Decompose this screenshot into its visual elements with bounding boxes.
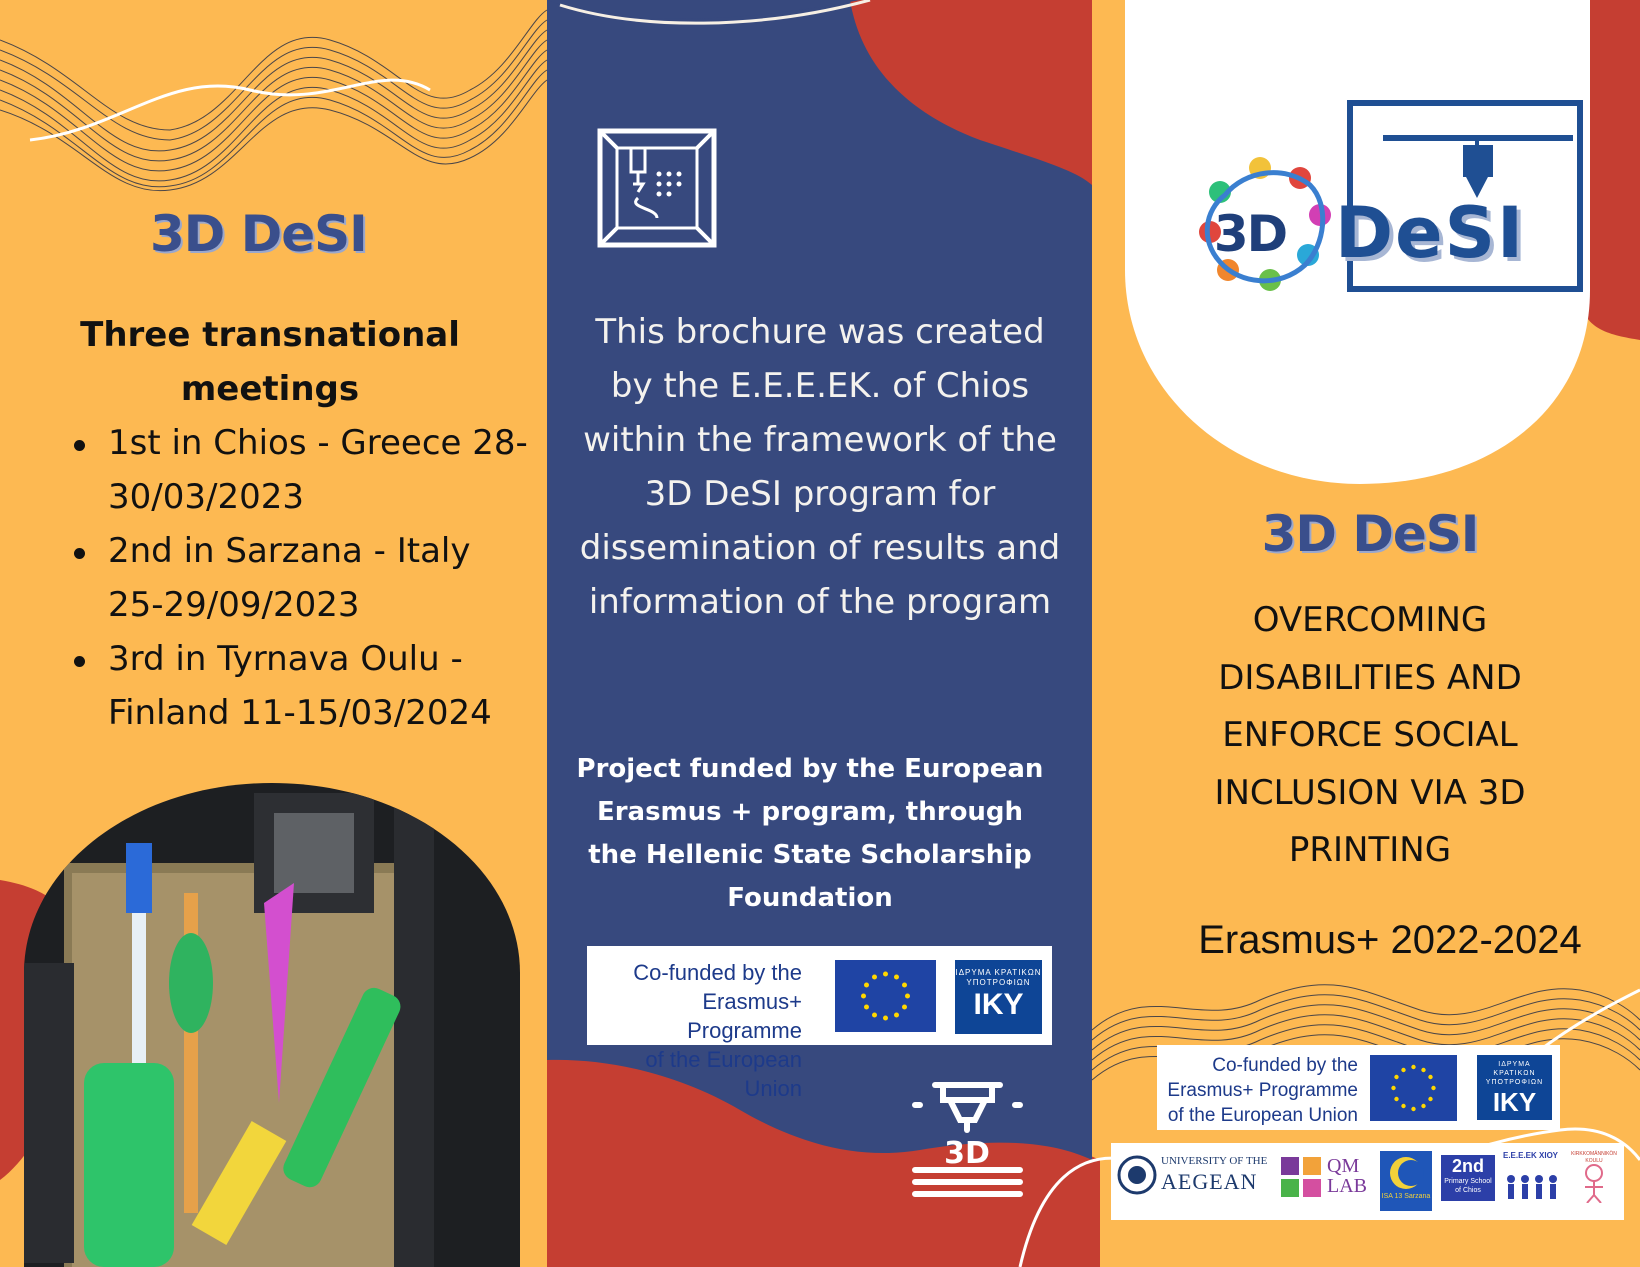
isa-logo (1380, 1151, 1432, 1211)
meetings-heading: Three transnational meetings (80, 315, 460, 409)
cofund-line: Erasmus+ Programme (1167, 1080, 1358, 1101)
cofund-line: Erasmus+ Programme (687, 989, 802, 1043)
qmlab-logo (1281, 1151, 1376, 1211)
eu-flag-icon (1370, 1055, 1457, 1121)
qmlab-puzzle-icon (1281, 1157, 1321, 1197)
aegean-logo (1117, 1151, 1267, 1211)
erasmus-years: Erasmus+ 2022-2024 (1198, 918, 1582, 962)
project-subtitle: OVERCOMING DISABILITIES AND ENFORCE SOCIAL INCLUSION VIA 3D PRINTING (1214, 600, 1526, 870)
iky-logo (1477, 1055, 1552, 1120)
meeting-item: 3rd in Tyrnava Oulu - Finland 11-15/03/2024 (66, 632, 536, 740)
primary-school-logo (1441, 1155, 1495, 1201)
aegean-top: UNIVERSITY OF THE (1161, 1155, 1268, 1167)
svg-text:3D: 3D (944, 1136, 990, 1171)
iky-small-text: ΙΔΡΥΜΑ ΚΡΑΤΙΚΩΝ ΥΠΟΤΡΟΦΙΩΝ (1485, 1061, 1544, 1086)
brochure-text: This brochure was created by the E.E.E.EK. of Chios within the framework of the 3D DeSI program for dissemination of results and information of the program (579, 312, 1061, 622)
meeting-item: 2nd in Sarzana - Italy 25-29/09/2023 (66, 524, 536, 632)
primary-small: Primary School of Chios (1444, 1178, 1492, 1194)
logo-3d-text: 3D (1213, 205, 1287, 263)
cofund-line: Co-funded by the (633, 960, 802, 985)
cofund-line: of the European Union (645, 1047, 802, 1101)
3d-printer-icon (905, 1075, 1030, 1205)
meeting-item: 1st in Chios - Greece 28-30/03/2023 (66, 416, 536, 524)
iky-small-text: ΙΔΡΥΜΑ ΚΡΑΤΙΚΩΝ ΥΠΟΤΡΟΦΙΩΝ (955, 968, 1042, 987)
cofund-text (595, 958, 802, 1103)
cofund-line: of the European Union (1167, 1105, 1358, 1126)
child-drawing-icon (1577, 1163, 1611, 1203)
aegean-emblem-icon (1117, 1155, 1157, 1195)
eu-flag-icon (835, 960, 936, 1032)
people-icon (1503, 1173, 1561, 1201)
cofund-line: Co-funded by the (1212, 1055, 1358, 1076)
printer-icon (597, 128, 717, 248)
iky-text: IKY (973, 988, 1024, 1021)
qmlab-bottom: LAB (1327, 1175, 1367, 1197)
erasmus-cofund-logo (587, 946, 1052, 1101)
primary-big: 2nd (1451, 1156, 1484, 1176)
isa-emblem-icon (1384, 1153, 1428, 1193)
partner-logos (1111, 1143, 1624, 1220)
printer-photo (24, 783, 520, 1267)
oulu-school-logo (1567, 1151, 1621, 1211)
meetings-list (66, 416, 536, 740)
aegean-bottom: AEGEAN (1161, 1169, 1258, 1194)
oulu-text: KIRKKOMÄNNIKÖN KOULU (1571, 1151, 1617, 1164)
erasmus-cofund-logo (1157, 1045, 1560, 1130)
qmlab-top: QM (1327, 1155, 1360, 1177)
eeeek-text: Ε.Ε.Ε.ΕΚ ΧΙΟΥ (1503, 1151, 1558, 1160)
funded-text: Project funded by the European Erasmus + program, through the Hellenic State Scholarship Foundation (576, 754, 1044, 913)
isa-text: ISA 13 Sarzana (1381, 1193, 1431, 1200)
logo-desi-text: DeSI (1335, 192, 1526, 274)
right-title: 3D DeSI (1261, 505, 1479, 563)
iky-logo (955, 960, 1042, 1034)
iky-text: IKY (1492, 1087, 1537, 1117)
eeeek-logo (1503, 1151, 1563, 1211)
left-title: 3D DeSI (150, 205, 367, 263)
cofund-text (1163, 1053, 1358, 1128)
